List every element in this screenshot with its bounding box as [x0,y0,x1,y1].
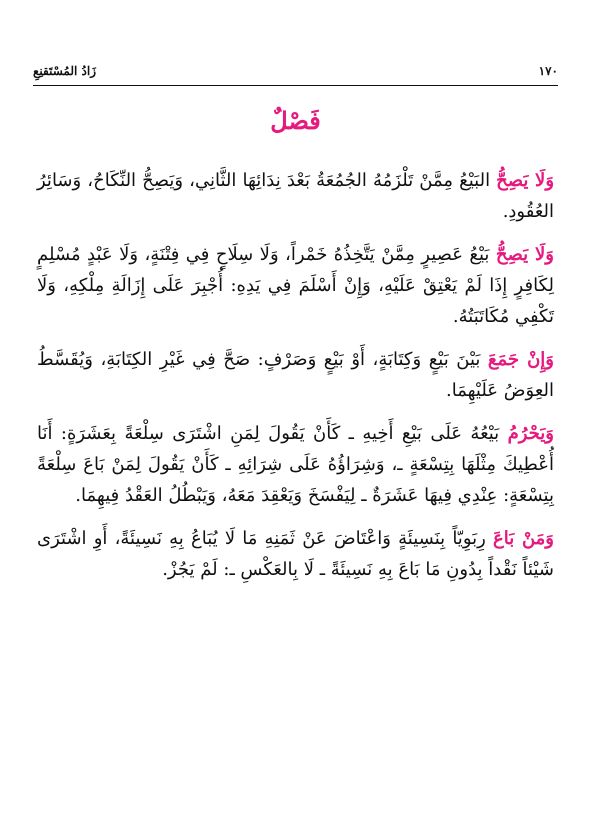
running-header [33,62,558,80]
page-number: ١٧٠ [538,64,558,78]
paragraph-5 [37,523,554,585]
paragraph-3-keyword: وَإِنْ جَمَعَ [487,349,554,370]
paragraph-1-keyword: وَلَا يَصِحُّ [496,170,555,191]
paragraph-3-text: بَيْنَ بَيْعٍ وَكِتَابَةٍ، أَوْ بَيْعٍ وَصَرْفٍ: صَحَّ فِي غَيْرِ الكِتَابَةِ، وَيُقَسَّطُ العِوَضُ عَلَيْهِمَا. [37,349,554,401]
paragraph-4-keyword: وَيَحْرُمُ [507,423,554,444]
paragraph-1-text: البَيْعُ مِمَّنْ تَلْزَمُهُ الجُمُعَةُ بَعْدَ نِدَائِهَا الثَّانِي، وَيَصِحُّ النِّكَاحُ، وَسَائِرُ العُقُودِ. [37,170,554,222]
book-title: زَادُ المُسْتَقنِعِ [33,64,96,78]
paragraph-5-text: رِبَوِيّاً بِنَسِيئَةٍ وَاعْتَاضَ عَنْ ثَمَنِهِ مَا لَا يُبَاعُ بِهِ نَسِيئَةً، أَوِ اشْتَرَى شَيْئاً نَقْداً بِدُونِ مَا بَاعَ بِهِ نَسِيئَةً ـ لَا بِالعَكْسِ ـ: لَمْ يَجُزْ. [37,528,554,580]
paragraph-4 [37,418,554,511]
paragraph-4-text: بَيْعُهُ عَلَى بَيْعِ أَخِيهِ ـ كَأَنْ يَقُولَ لِمَنِ اشْتَرَى سِلْعَةً بِعَشَرَةٍ: أَنَا أُعْطِيكَ مِثْلَهَا بِتِسْعَةٍ ـ، وَشِرَاؤُهُ عَلَى شِرَائِهِ ـ كَأَنْ يَقُولَ لِمَنْ بَاعَ سِلْعَةً بِتِسْعَةٍ: عِنْدِي فِيهَا عَشَرَةٌ ـ لِيَفْسَخَ وَيَعْقِدَ مَعَهُ، وَيَبْطُلُ العَقْدُ فِيهِمَا. [37,423,554,506]
section-title: فَصْلٌ [270,106,321,135]
text-body [37,165,554,597]
paragraph-2-text: بَيْعُ عَصِيرٍ مِمَّنْ يَتَّخِذُهُ خَمْراً، وَلَا سِلَاحٍ فِي فِتْنَةٍ، وَلَا عَبْدٍ مُسْلِمٍ لِكَافِرٍ إِذَا لَمْ يَعْتِقْ عَلَيْهِ، وَإِنْ أَسْلَمَ فِي يَدِهِ: أُجْبِرَ عَلَى إِزَالَةِ مِلْكِهِ، وَلَا تَكْفِي مُكَاتَبَتُهُ. [37,244,554,327]
header-divider [33,85,558,86]
paragraph-3 [37,344,554,406]
paragraph-1 [37,165,554,227]
paragraph-2-keyword: وَلَا يَصِحُّ [495,244,555,265]
paragraph-2 [37,239,554,332]
paragraph-5-keyword: وَمَنْ بَاعَ [493,528,554,549]
